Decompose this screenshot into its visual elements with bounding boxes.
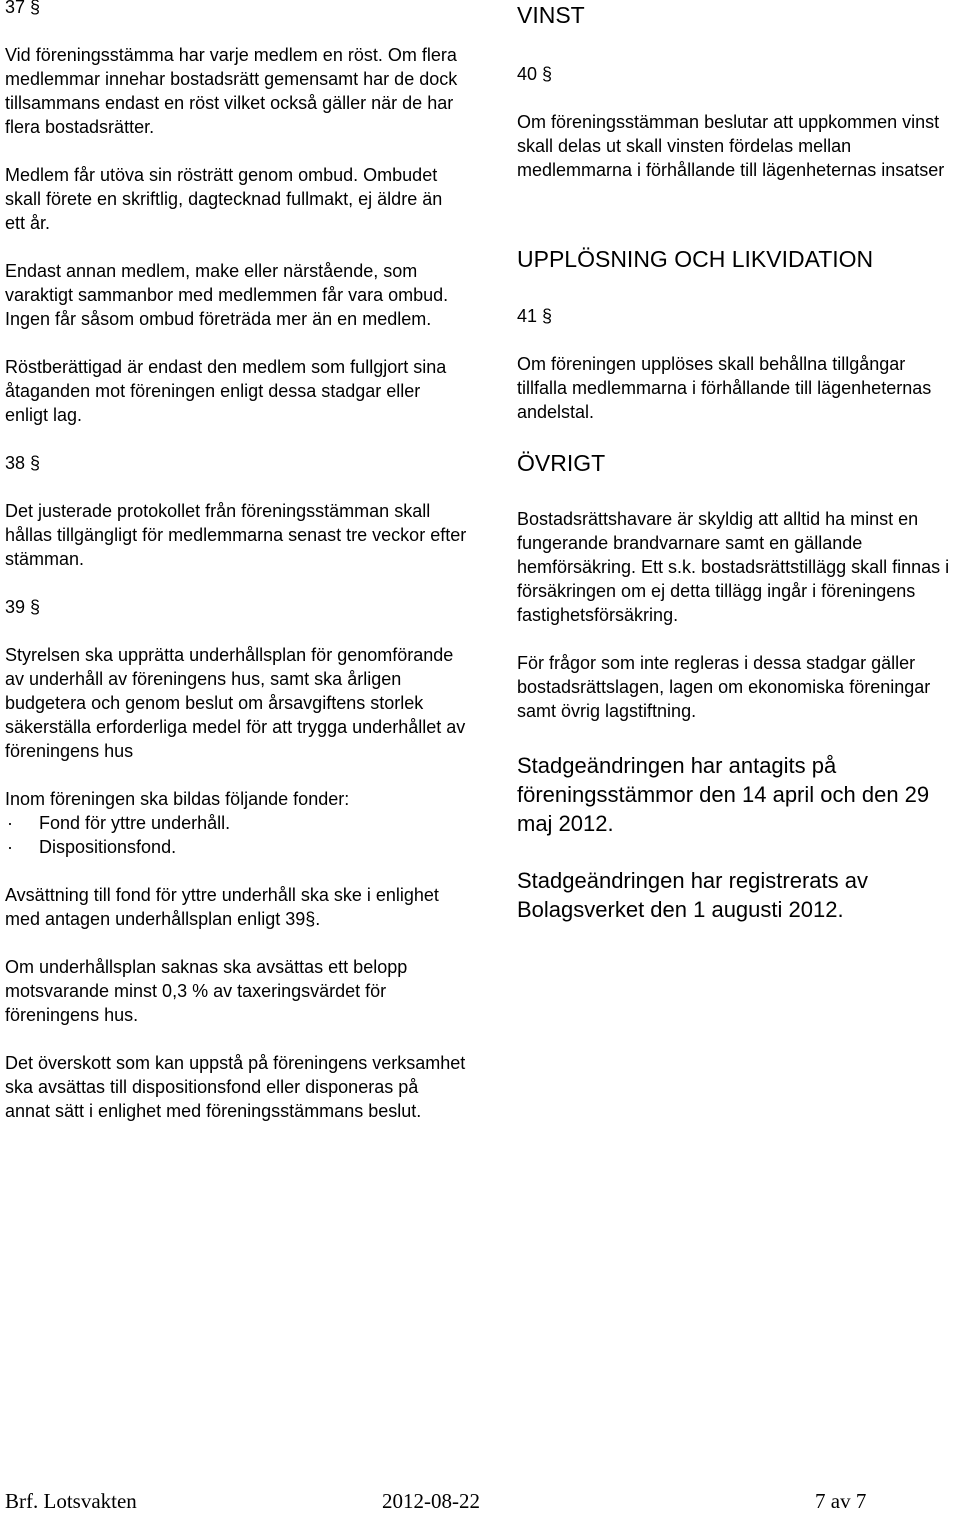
section-39-heading: 39 § [5,597,41,617]
ovrigt-paragraph-2: För frågor som inte regleras i dessa stadgar gäller bostadsrättslagen, lagen om ekonomiska föreningar samt övrig lagstiftning. [517,653,931,721]
section-38-paragraph: Det justerade protokollet från föreningsstämman skall hållas tillgängligt för medlemmarna senast tre veckor efter stämman. [5,501,467,569]
section-37-paragraph-2: Medlem får utöva sin rösträtt genom ombud. Ombudet skall förete en skriftlig, dagtecknad fullmakt, ej äldre än ett år. [5,165,443,233]
footer-page-number: 7 av 7 [815,1489,867,1513]
upplosning-title: UPPLÖSNING OCH LIKVIDATION [517,246,874,272]
section-40-heading: 40 § [517,64,553,84]
page-footer [5,1488,880,1514]
ovrigt-title: ÖVRIGT [517,450,606,476]
section-38-heading: 38 § [5,453,41,473]
amendment-note-1: Stadgeändringen har antagits på föreningsstämmor den 14 april och den 29 maj 2012. [517,753,930,836]
section-37-paragraph-3: Endast annan medlem, make eller närstående, som varaktigt sammanbor med medlemmen får vara ombud. Ingen får såsom ombud företräda mer än en medlem. [5,261,449,329]
ovrigt-paragraph-1: Bostadsrättshavare är skyldig att alltid ha minst en fungerande brandvarnare samt en gällande hemförsäkring. Ett s.k. bostadsrättstillägg skall finnas i försäkringen om ej detta tillägg ingår i föreningens fastighetsförsäkring. [517,509,950,625]
section-37-paragraph-1: Vid föreningsstämma har varje medlem en röst. Om flera medlemmar innehar bostadsrätt gemensamt har de dock tillsammans endast en röst vilket också gäller när de har flera bostadsrätter. [5,45,458,137]
section-41-paragraph: Om föreningen upplöses skall behållna tillgångar tillfalla medlemmarna i förhållande till lägenheternas andelstal. [517,354,932,422]
footer-date: 2012-08-22 [382,1489,480,1513]
section-37-heading: 37 § [5,0,41,17]
vinst-title: VINST [517,2,585,28]
bullet-icon: · [7,813,13,833]
section-41-heading: 41 § [517,306,553,326]
section-37-paragraph-4: Röstberättigad är endast den medlem som fullgjort sina åtaganden mot föreningen enligt dessa stadgar eller enligt lag. [5,357,447,425]
fund-label: Fond för yttre underhåll. [39,813,231,833]
funds-intro: Inom föreningen ska bildas följande fonder: [5,789,350,809]
bullet-icon: · [7,837,13,857]
section-39-paragraph-2: Avsättning till fond för yttre underhåll ska ske i enlighet med antagen underhållsplan enligt 39§. [5,885,439,929]
section-40-paragraph: Om föreningsstämman beslutar att uppkommen vinst skall delas ut skall vinsten fördelas mellan medlemmarna i förhållande till lägenheternas insatser [517,112,945,180]
section-39-paragraph-1: Styrelsen ska upprätta underhållsplan för genomförande av underhåll av föreningens hus, samt ska årligen budgetera och genom beslut om årsavgiftens storlek säkerställa erforderliga medel för att trygga underhållet av föreningens hus [5,645,466,761]
footer-organization: Brf. Lotsvakten [5,1489,137,1513]
fund-list-item [5,835,467,859]
amendment-note-2: Stadgeändringen har registrerats av Bolagsverket den 1 augusti 2012. [517,868,868,922]
fund-list-item [5,811,467,835]
section-39-paragraph-3: Om underhållsplan saknas ska avsättas ett belopp motsvarande minst 0,3 % av taxeringsvärdet för föreningens hus. [5,957,408,1025]
section-39-paragraph-4: Det överskott som kan uppstå på föreningens verksamhet ska avsättas till dispositionsfond eller disponeras på annat sätt i enlighet med föreningsstämmans beslut. [5,1053,466,1121]
fund-label: Dispositionsfond. [39,837,177,857]
